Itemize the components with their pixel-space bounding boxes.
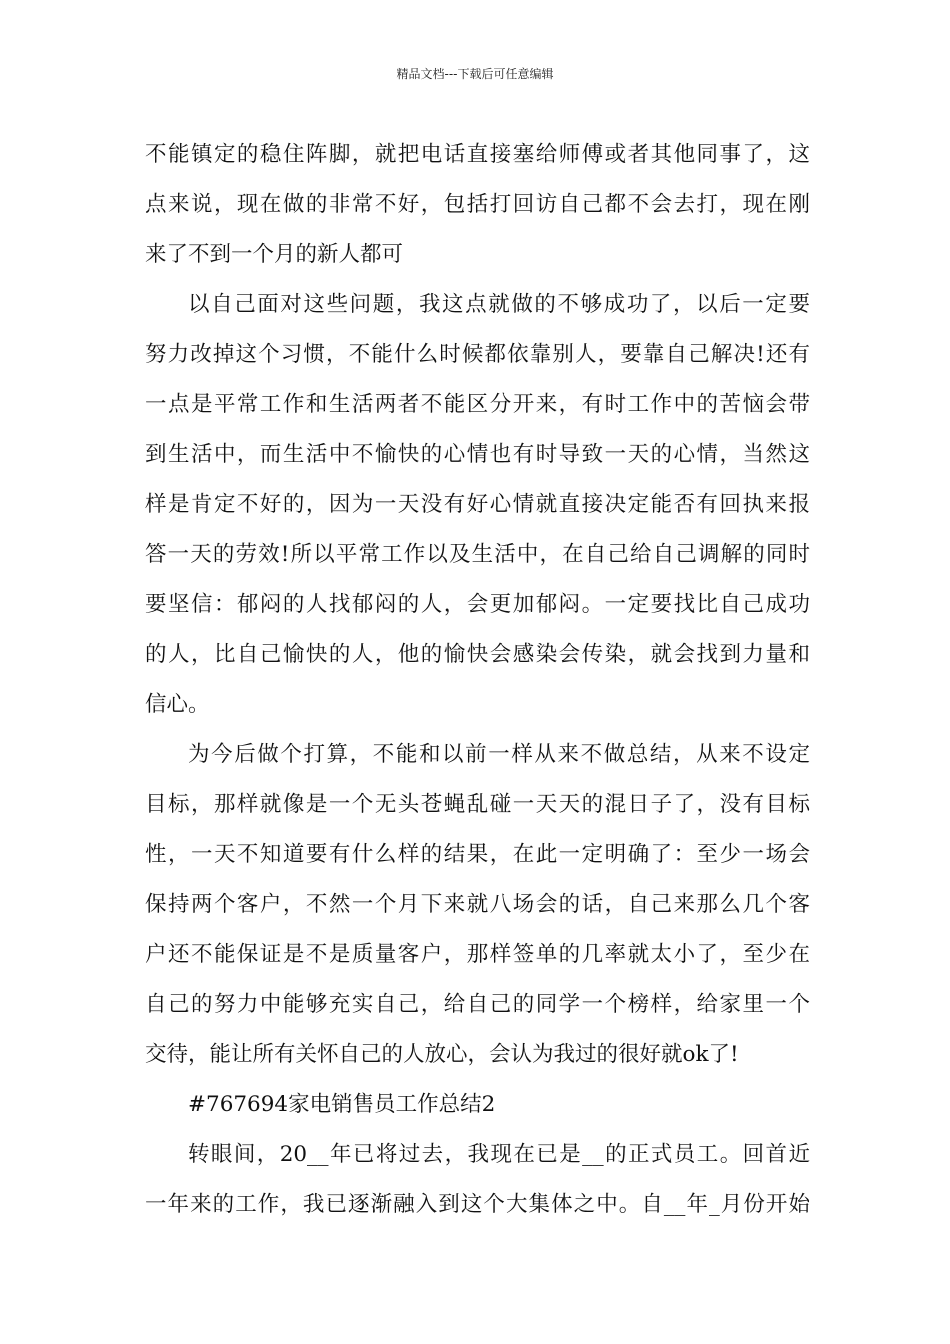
text-line: 要坚信：郁闷的人找郁闷的人，会更加郁闷。一定要找比自己成功: [145, 592, 810, 617]
text-line: 来了不到一个月的新人都可: [145, 242, 404, 267]
text-line: 保持两个客户，不然一个月下来就八场会的话，自己来那么几个客: [145, 892, 810, 917]
document-body: [145, 130, 810, 1230]
paragraph-3: [145, 730, 810, 1080]
text-line: 不能镇定的稳住阵脚，就把电话直接塞给师傅或者其他同事了，这: [145, 142, 810, 167]
text-line: 信心。: [145, 692, 210, 717]
text-line: 自己的努力中能够充实自己，给自己的同学一个榜样，给家里一个: [145, 992, 810, 1017]
paragraph-2: [145, 280, 810, 730]
text-line: 答一天的劳效!所以平常工作以及生活中，在自己给自己调解的同时: [145, 542, 810, 567]
section-heading: [145, 1080, 810, 1130]
page-header: 精品文档---下载后可任意编辑: [396, 67, 554, 81]
text-line: 到生活中，而生活中不愉快的心情也有时导致一天的心情，当然这: [145, 442, 810, 467]
text-line: 一点是平常工作和生活两者不能区分开来，有时工作中的苦恼会带: [145, 392, 810, 417]
text-line: 以自己面对这些问题，我这点就做的不够成功了，以后一定要: [188, 292, 810, 317]
text-line: 目标，那样就像是一个无头苍蝇乱碰一天天的混日子了，没有目标: [145, 792, 810, 817]
paragraph-4: [145, 1130, 810, 1230]
text-line: 为今后做个打算，不能和以前一样从来不做总结，从来不设定: [188, 742, 810, 767]
text-line: 交待，能让所有关怀自己的人放心，会认为我过的很好就ok了!: [145, 1042, 739, 1067]
text-line: 点来说，现在做的非常不好，包括打回访自己都不会去打，现在刚: [145, 192, 810, 217]
text-line: 性，一天不知道要有什么样的结果，在此一定明确了：至少一场会: [145, 842, 810, 867]
heading-line: #767694家电销售员工作总结2: [188, 1092, 496, 1117]
text-line: 样是肯定不好的，因为一天没有好心情就直接决定能否有回执来报: [145, 492, 810, 517]
text-line: 户还不能保证是不是质量客户，那样签单的几率就太小了，至少在: [145, 942, 810, 967]
paragraph-1: [145, 130, 810, 280]
text-line: 转眼间，20__年已将过去，我现在已是__的正式员工。回首近: [188, 1142, 810, 1167]
text-line: 一年来的工作，我已逐渐融入到这个大集体之中。自__年_月份开始: [145, 1192, 810, 1217]
text-line: 努力改掉这个习惯，不能什么时候都依靠别人，要靠自己解决!还有: [145, 342, 810, 367]
text-line: 的人，比自己愉快的人，他的愉快会感染会传染，就会找到力量和: [145, 642, 810, 667]
